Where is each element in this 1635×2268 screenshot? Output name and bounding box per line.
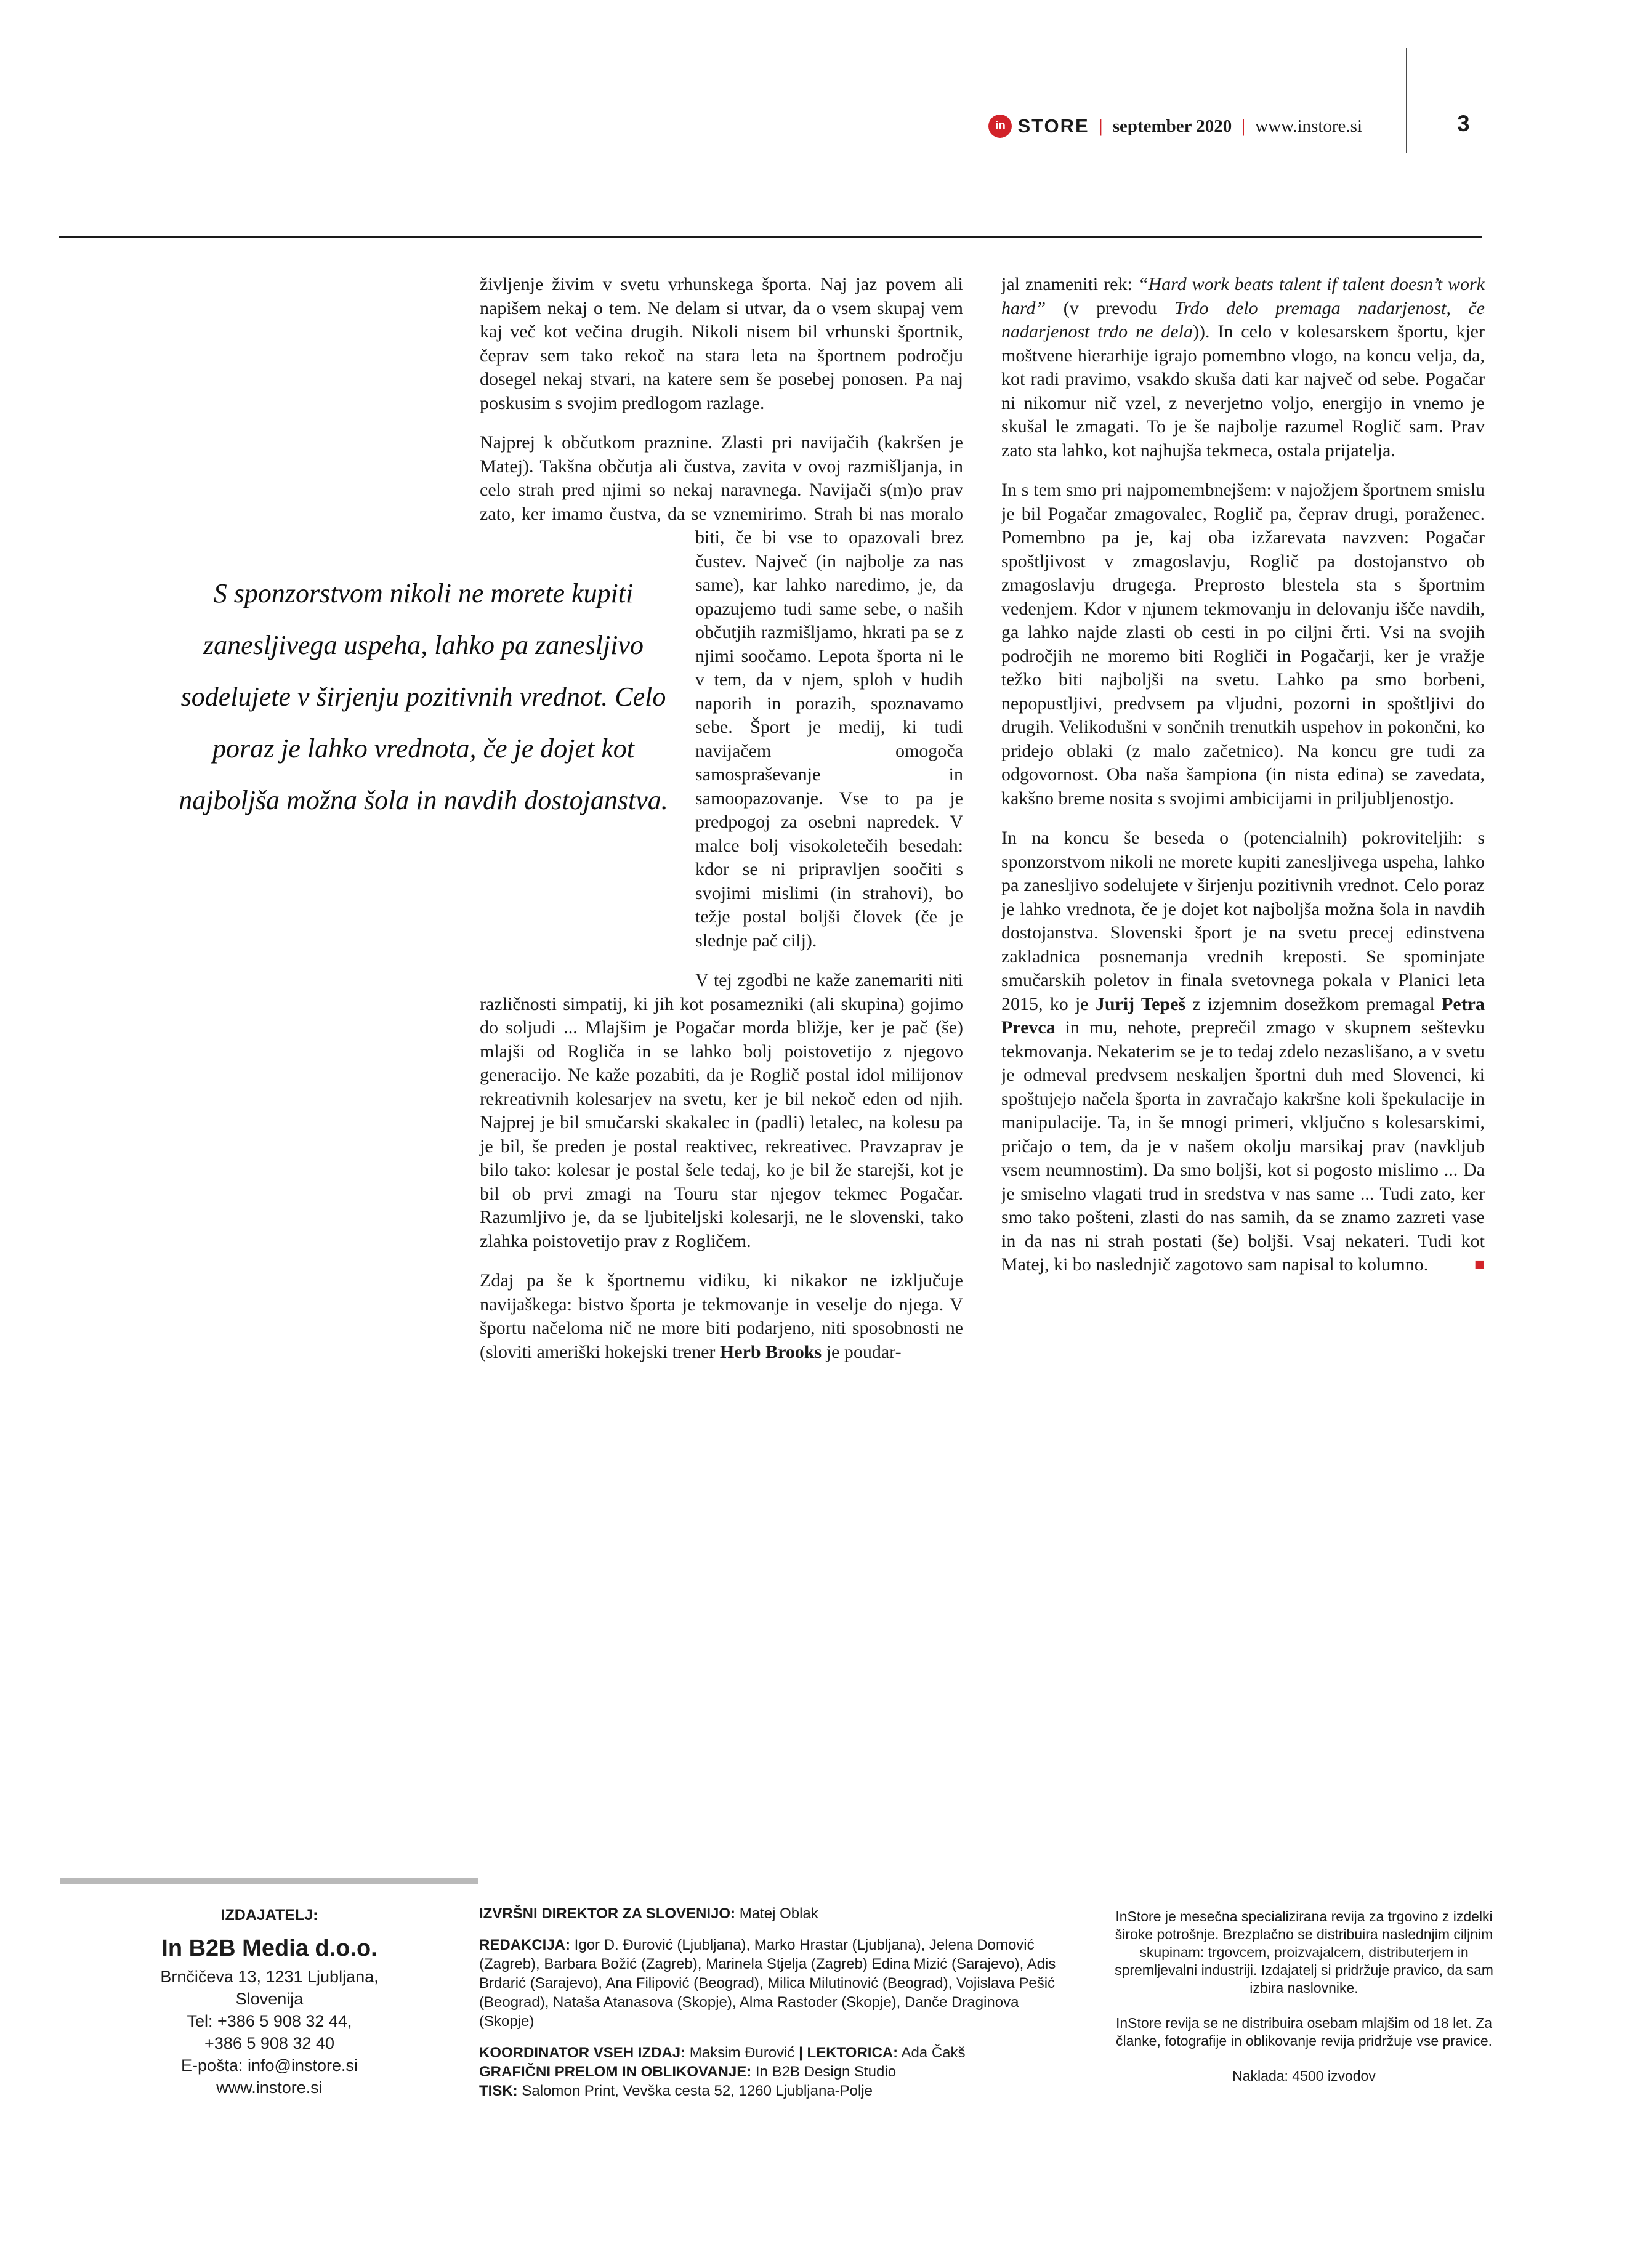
page-number: 3 [1457, 111, 1470, 136]
header-divider: | [1241, 116, 1246, 136]
paragraph-text: z izjemnim dosežkom premagal [1185, 993, 1442, 1014]
paragraph-text: In na koncu še beseda o (potencialnih) pokroviteljih: s sponzorstvom nikoli ne morete kupiti zanesljivega uspeha, lahko pa zanesljivo sodelujete v širjenju pozitivnih vrednot. Celo poraz je lahko vrednota, če je dojet kot najboljša možna šola in navdih dostojanstva. Slovenski šport je na svetu precej edinstvena zakladnica posnemanja vrednih kreposti. Se spominjate smučarskih poletov in finala svetovnega pokala v Planici leta 2015, ko je [1001, 828, 1485, 1014]
brand-text: STORE [1017, 115, 1089, 137]
footer-info [1105, 1908, 1503, 2102]
editorial-label: REDAKCIJA: [479, 1937, 571, 1953]
paragraph [179, 431, 963, 953]
header-horizontal-rule [59, 236, 1482, 238]
paragraph-text: je poudar- [822, 1341, 902, 1362]
proofreader-label: LEKTORICA: [802, 2044, 898, 2061]
print-label: TISK: [479, 2083, 518, 2099]
proofreader-name: Ada Čakš [898, 2044, 966, 2061]
editorial-names: Igor D. Đurović (Ljubljana), Marko Hrastar (Ljubljana), Jelena Domović (Zagreb), Barbara Božić (Zagreb), Marinela Stjelja (Zagreb) Edina Mizić (Sarajevo), Adis Brdarić (Sarajevo), Ana Filipović (Beograd), Milica Milutinović (Beograd), Vojislava Pešić (Beograd), Nataša Atanasova (Skopje), Alma Rastoder (Skopje), Danče Draginova (Skopje) [479, 1937, 1056, 2030]
info-circulation: Naklada: 4500 izvodov [1232, 2068, 1376, 2084]
person-name-bold: Petra Prevca [1001, 993, 1485, 1038]
paragraph-text: in mu, nehote, preprečil zmago v skupnem seštevku tekmovanja. Nekaterim se je to tedaj zdelo nezaslišano, a v svetu je odmeval predvsem neskaljen športni duh med Slovenci, ki spoštujejo načela športa in zavračajo kakršne koli špekulacije in manipulacije. Ta, in še mnogi primeri, vključno s kolesarskimi, pričajo o tem, da je v našem okolju marsikaj prav (navkljub vsem neumnostim). Da smo boljši, kot si pogosto mislimo ... Da je smiselno vlagati trud in sredstva v nas same ... Tudi zato, ker smo tako pošteni, zlasti do nas samih, da se znamo zazreti vase in da nas ni strah postati (še) boljši. Vsaj nekateri. Tudi kot Matej, ki bo naslednjič zagotovo sam napisal to kolumno. [1001, 1017, 1485, 1275]
translation-italic: Trdo delo premaga nadarjenost, če nadarjenost trdo ne dela [1001, 297, 1485, 342]
coordinator-label: KOORDINATOR VSEH IZDAJ: [479, 2044, 686, 2061]
paragraph: življenje živim v svetu vrhunskega športa. Naj jaz povem ali napišem nekaj o tem. Ne delam si utvar, da o vsem skupaj vem kaj več kot večina drugih. Nikoli nisem bil vrhunski športnik, čeprav sem tako rekoč na stara leta na športnem področju dosegel nekaj stvari, na katere sem še posebej ponosen. Pa naj poskusim s svojim predlogom razlage. [480, 274, 963, 413]
pull-quote: S sponzorstvom nikoli ne morete kupiti zanesljivega uspeha, lahko pa zanesljivo sodelujete v širjenju pozitivnih vrednot. Celo poraz je lahko vrednota, če je dojet kot najboljša možna šola in navdih dostojanstva. [179, 578, 668, 815]
publisher-address-line2: Slovenija [235, 1990, 304, 2008]
site-url: www.instore.si [1255, 116, 1362, 136]
publisher-address-line1: Brnčičeva 13, 1231 Ljubljana, [160, 1967, 379, 1986]
issue-date: september 2020 [1112, 116, 1232, 136]
staff-divider: | [799, 2044, 803, 2061]
header-divider: | [1099, 116, 1103, 136]
person-name-bold: Jurij Tepeš [1095, 993, 1186, 1014]
paragraph [1001, 273, 1485, 462]
quote-italic: “Hard work beats talent if talent doesn’t work hard” [1001, 274, 1485, 318]
paragraph [1001, 826, 1485, 1277]
publisher-email: E-pošta: info@instore.si [180, 2056, 358, 2075]
publisher-website: www.instore.si [216, 2078, 323, 2097]
paragraph-text: (v prevodu [1046, 297, 1174, 318]
design-label: GRAFIČNI PRELOM IN OBLIKOVANJE: [479, 2064, 752, 2080]
footer-divider-bar [60, 1878, 478, 1884]
publisher-tel-line1: Tel: +386 5 908 32 44, [187, 2012, 352, 2030]
footer-publisher [65, 1904, 474, 2099]
staff-editorial [479, 1935, 1073, 2031]
brand [988, 115, 1089, 138]
header-vertical-rule [1406, 48, 1407, 153]
instore-logo-icon: in [988, 115, 1012, 138]
article-end-mark: ■ [1474, 1255, 1485, 1274]
director-name: Matej Oblak [735, 1905, 818, 1922]
staff-coordinator [479, 2043, 1073, 2062]
publisher-name: In B2B Media d.o.o. [161, 1935, 377, 1961]
paragraph: In s tem smo pri najpomembnejšem: v najožjem športnem smislu je bil Pogačar zmagovalec, Roglič pa, čeprav drugi, poraženec. Pomembno pa je, kaj oba izžarevata navzven: Pogačar spoštljivost v zmagoslavju, Roglič pa dostojanstvo ob zmagoslavju drugega. Preprosto blestela sta s športnim vedenjem. Kdor v njunem tekmovanju in delovanju išče navdih, ga lahko najde zlasti ob cesti in po ciljni črti. Vsi na svojih področjih ne moremo biti Rogliči in Pogačarji, ker je vražje težko biti najboljši na svetu. Lahko pa smo borbeni, nepopustljivi, predvsem pa vljudni, pozorni in spoštljivi do drugih. Velikodušni v sončnih trenutkih uspehov in pokončni, ko pridejo oblaki (z malo začetnico). Na koncu gre tudi za odgovornost. Oba naša šampiona (in nista edina) se zavedata, kakšno breme nosita s svojimi ambicijami in priljubljenostjo. [1001, 480, 1485, 809]
paragraph [480, 1269, 963, 1364]
page-header [988, 115, 1362, 138]
paragraph-text: Najprej k občutkom praznine. Zlasti pri navijačih (kakršen je Matej). Takšna občutja ali čustva, zavita v ovoj razmišljanja, in celo strah pred njimi so nekaj naravnega. Navijači s(m)o prav zato, ker imamo čustva, da se vznemirimo. Strah bi nas [480, 432, 963, 524]
staff-print [479, 2081, 1073, 2101]
staff-director [479, 1904, 1073, 1923]
article-column-2 [1001, 273, 1485, 1293]
article-column-1 [179, 273, 963, 1380]
paragraph-text: moralo biti, če bi vse to opazovali brez čustev. Največ (in najbolje za nas same), kar lahko naredimo, je, da opazujemo tudi same sebe, o naših občutjih razmišljamo, hkrati pa se z njimi soočamo. Lepota športa ni le v tem, da v njem, sploh v hudih naporih in porazih, spoznavamo sebe. Šport je medij, ki tudi navijačem omogoča samospraševanje in samoopazovanje. Vse to pa je predpogoj za osebni napredek. V malce bolj visokoletečih besedah: kdor se ni pripravljen soočiti s svojimi mislimi (in strahovi), bo težje postal boljši človek (če je slednje pač cilj). [695, 503, 963, 951]
paragraph-text: Zdaj pa še k športnemu vidiku, ki nikakor ne izključuje navijaškega: bistvo športa je tekmovanje in veselje do njega. V športu načeloma nič ne more biti podarjeno, niti sposobnosti ne (sloviti ameriški hokejski trener [480, 1270, 963, 1362]
pull-quote-block [179, 526, 695, 982]
paragraph-text: jal znameniti rek: [1001, 274, 1138, 294]
staff-design [479, 2062, 1073, 2081]
print-name: Salomon Print, Vevška cesta 52, 1260 Ljubljana-Polje [517, 2083, 873, 2099]
info-age-restriction: InStore revija se ne distribuira osebam mlajšim od 18 let. Za članke, fotografije in oblikovanje revija pridržuje vse pravice. [1115, 2015, 1493, 2049]
paragraph: V tej zgodbi ne kaže zanemariti niti različnosti simpatij, ki jih kot posamezniki (ali skupina) gojimo do soljudi ... Mlajšim je Pogačar morda bližje, ker je pač (še) mlajši od Rogliča in se lahko bolj poistovetijo z njegovo generacijo. Ne kaže pozabiti, da je Roglič postal idol milijonov rekreativnih kolesarjev na svetu, ker je bil nekoč eden od njih. Najprej je bil smučarski skakalec in (padli) letalec, na kolesu pa je bil, še preden je postal reaktivec, rekreativec. Pravzaprav je bilo tako: kolesar je postal šele tedaj, ko je bil že starejši, kot je bil ob prvi zmagi na Touru star njegov tekmec Pogačar. Razumljivo je, da se ljubiteljski kolesarji, ne le slovenski, tako zlahka poistovetijo prav z Rogličem. [480, 970, 963, 1251]
director-label: IZVRŠNI DIREKTOR ZA SLOVENIJO: [479, 1905, 736, 1922]
coordinator-name: Maksim Đurović [685, 2044, 799, 2061]
info-distribution: InStore je mesečna specializirana revija za trgovino z izdelki široke potrošnje. Brezplačno se distribuira naslednjim ciljnim skupinam: trgovcem, proizvajalcem, distributerjem in spremljevalni industriji. Izdajatelj si pridržuje pravico, da sam izbira naslovnike. [1115, 1908, 1493, 1996]
person-name-bold: Herb Brooks [719, 1341, 822, 1362]
paragraph-text: )). In celo v kolesarskem športu, kjer moštvene hierarhije igrajo pomembno vlogo, na koncu velja, da, kot radi pravimo, vsakdo skuša dati kar največ od sebe. Pogačar ni nikomur nič vzel, z neverjetno voljo, energijo in vnemo je skušal le zmagati. To je še najbolje razumel Roglič sam. Prav zato sta lahko, kot najhujša tekmeca, ostala prijatelja. [1001, 321, 1485, 461]
design-name: In B2B Design Studio [751, 2064, 897, 2080]
publisher-tel-line2: +386 5 908 32 40 [204, 2034, 334, 2052]
footer-staff [479, 1904, 1073, 2101]
publisher-label: IZDAJATELJ: [220, 1907, 318, 1924]
